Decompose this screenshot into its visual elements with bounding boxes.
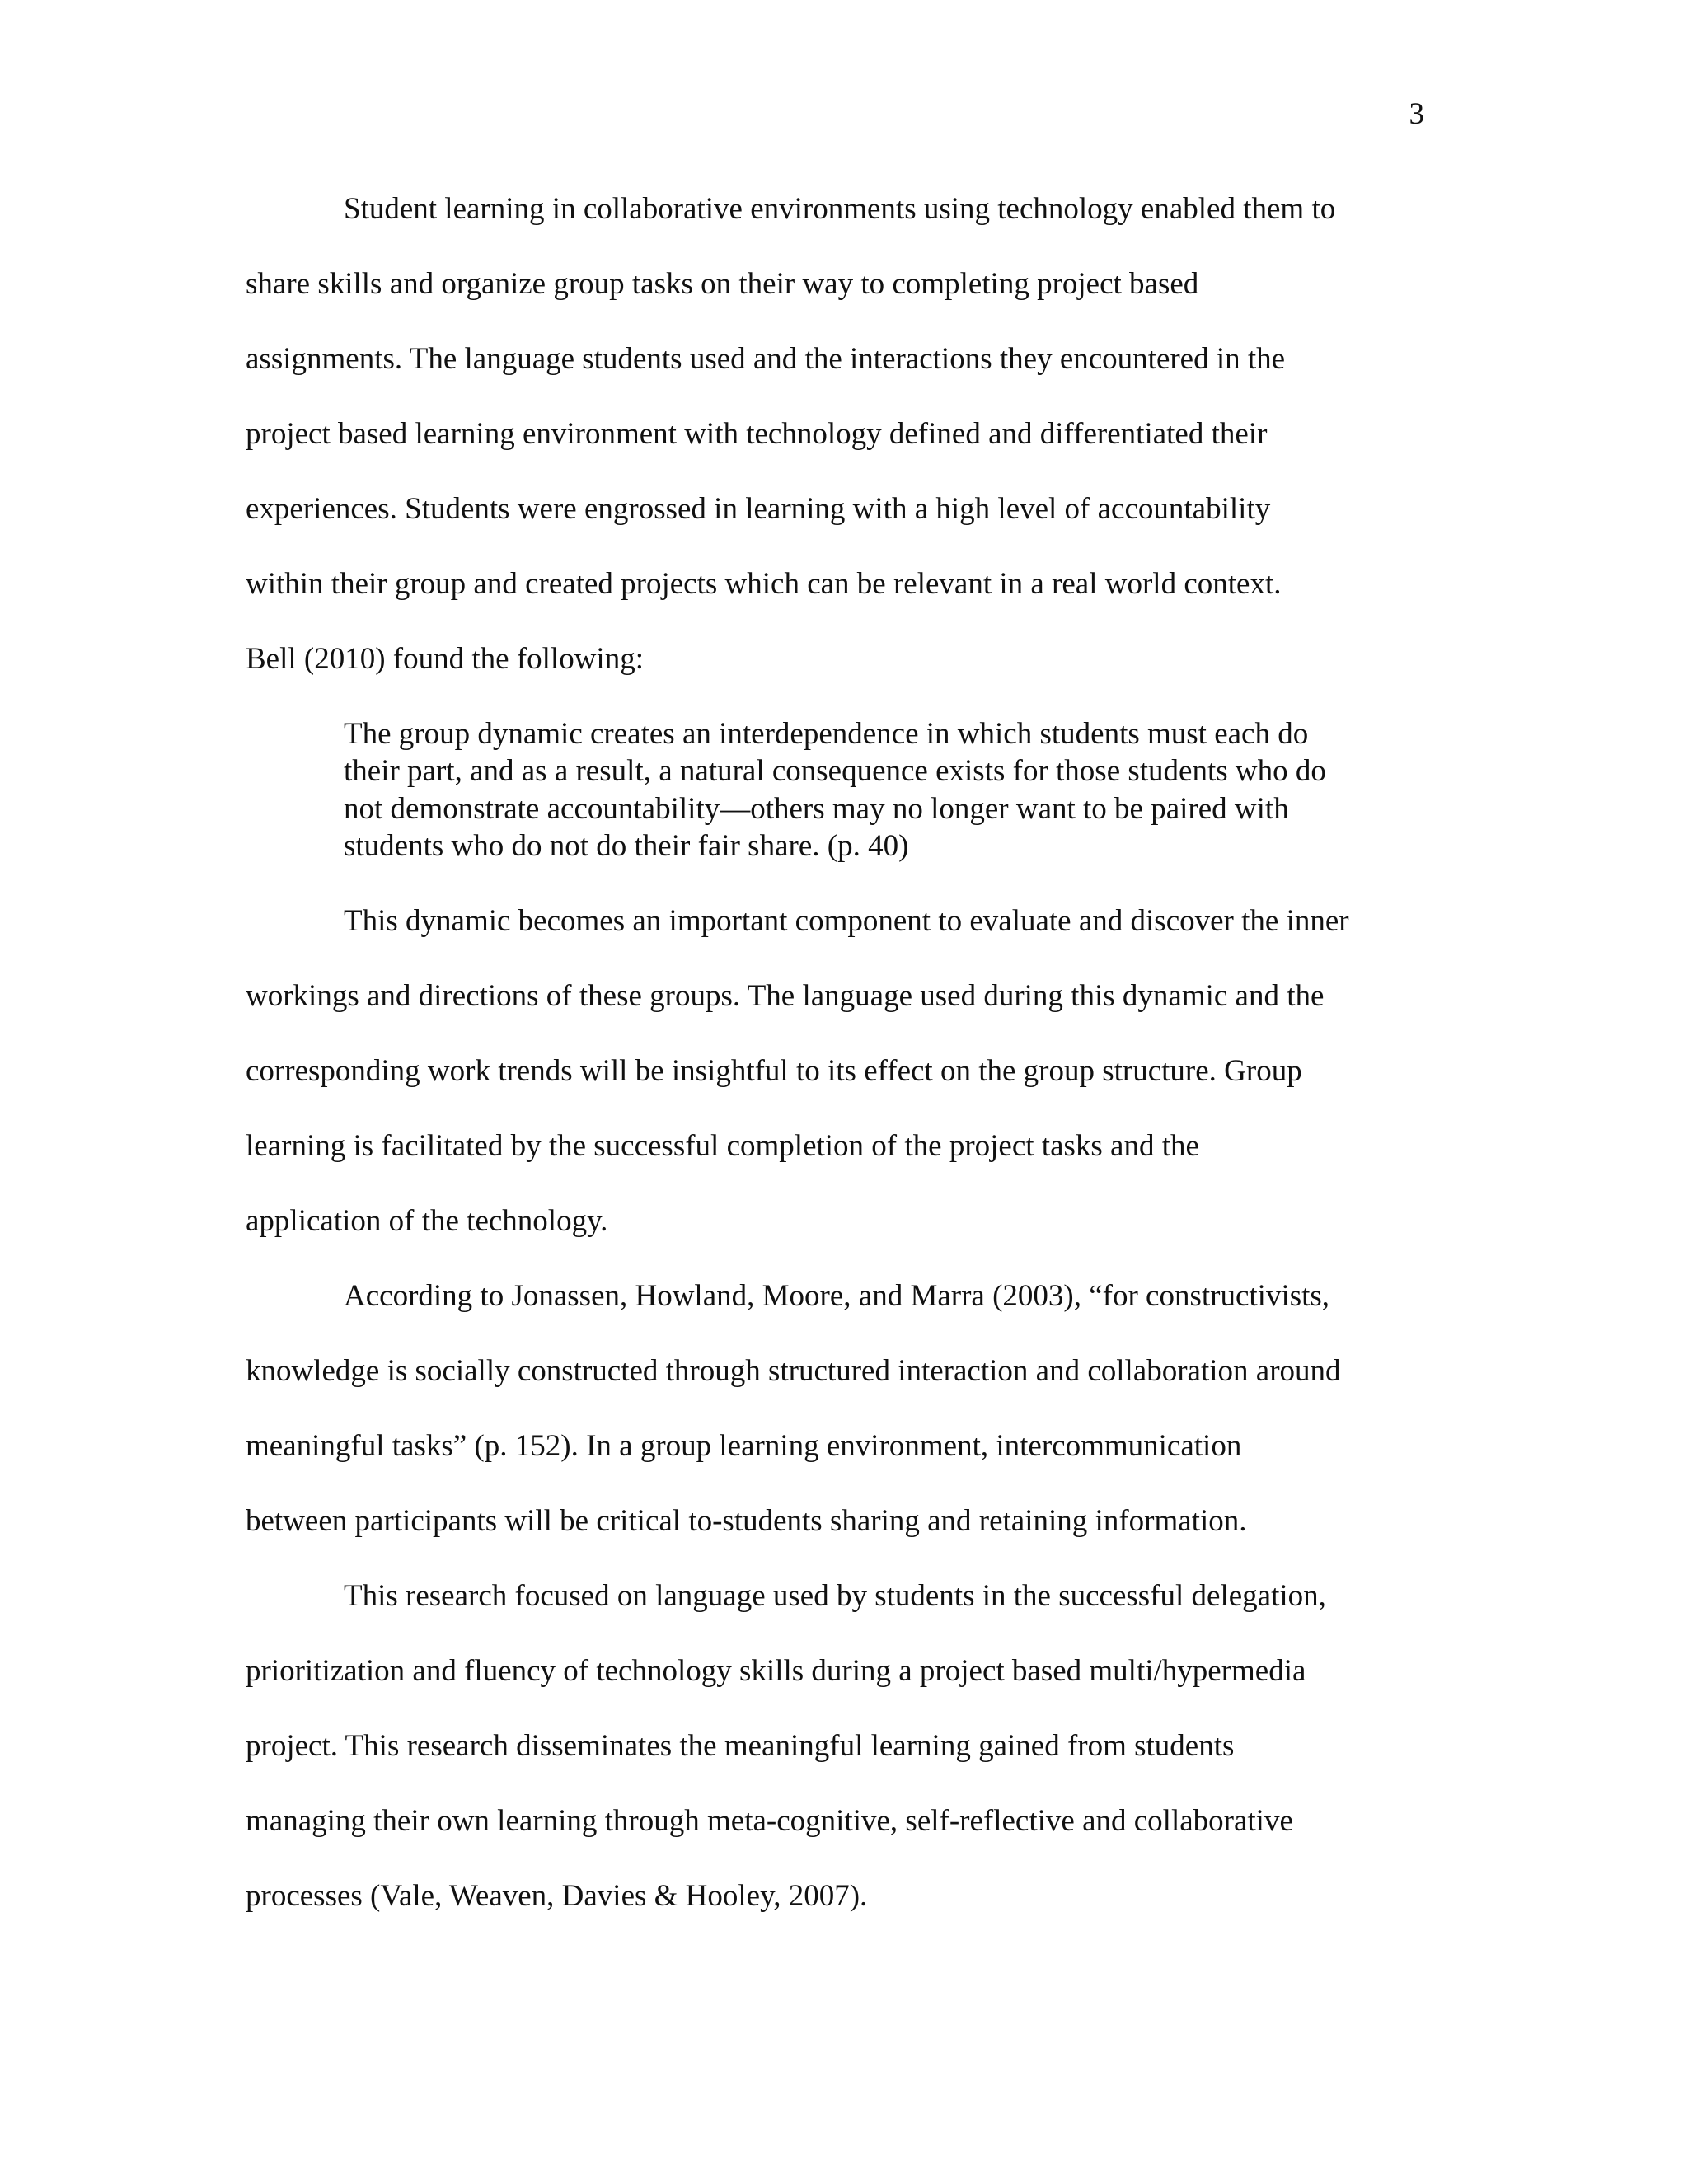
paragraph-1-line: share skills and organize group tasks on their way to completing project based xyxy=(246,267,1199,301)
paragraph-1-line: assignments. The language students used and the interactions they encountered in the xyxy=(246,342,1286,376)
paragraph-3-line: According to Jonassen, Howland, Moore, and Marra (2003), “for constructivists, xyxy=(344,1279,1330,1313)
paragraph-1-line: Bell (2010) found the following: xyxy=(246,642,644,676)
paragraph-3-line: meaningful tasks” (p. 152). In a group learning environment, intercommunication xyxy=(246,1429,1242,1463)
block-quote-line: students who do not do their fair share. (p. 40) xyxy=(344,829,909,863)
paragraph-3-line: knowledge is socially constructed through structured interaction and collaboration around xyxy=(246,1354,1341,1388)
block-quote-line: their part, and as a result, a natural consequence exists for those students who do xyxy=(344,754,1326,788)
paragraph-1-line: Student learning in collaborative environments using technology enabled them to xyxy=(344,192,1336,226)
block-quote-line: The group dynamic creates an interdependence in which students must each do xyxy=(344,717,1309,751)
paragraph-4-line: project. This research disseminates the meaningful learning gained from students xyxy=(246,1729,1235,1763)
paragraph-4-line: managing their own learning through meta-cognitive, self-reflective and collaborative xyxy=(246,1804,1293,1838)
paragraph-2-line: application of the technology. xyxy=(246,1204,608,1238)
page-number: 3 xyxy=(1409,97,1424,131)
paragraph-2-line: This dynamic becomes an important component to evaluate and discover the inner xyxy=(344,904,1349,938)
paragraph-2-line: workings and directions of these groups. The language used during this dynamic and the xyxy=(246,979,1325,1013)
paragraph-1-line: project based learning environment with technology defined and differentiated their xyxy=(246,417,1268,451)
paragraph-1-line: experiences. Students were engrossed in learning with a high level of accountability xyxy=(246,492,1271,526)
paragraph-4-line: prioritization and fluency of technology skills during a project based multi/hypermedia xyxy=(246,1654,1306,1688)
paragraph-1-line: within their group and created projects which can be relevant in a real world context. xyxy=(246,567,1282,601)
block-quote-line: not demonstrate accountability—others may no longer want to be paired with xyxy=(344,792,1289,826)
paragraph-4-line: processes (Vale, Weaven, Davies & Hooley, 2007). xyxy=(246,1879,868,1913)
paragraph-2-line: corresponding work trends will be insightful to its effect on the group structure. Group xyxy=(246,1054,1302,1088)
paragraph-3-line: between participants will be critical to-students sharing and retaining information. xyxy=(246,1504,1247,1538)
paragraph-2-line: learning is facilitated by the successful completion of the project tasks and the xyxy=(246,1129,1199,1163)
paragraph-4-line: This research focused on language used by students in the successful delegation, xyxy=(344,1579,1326,1613)
